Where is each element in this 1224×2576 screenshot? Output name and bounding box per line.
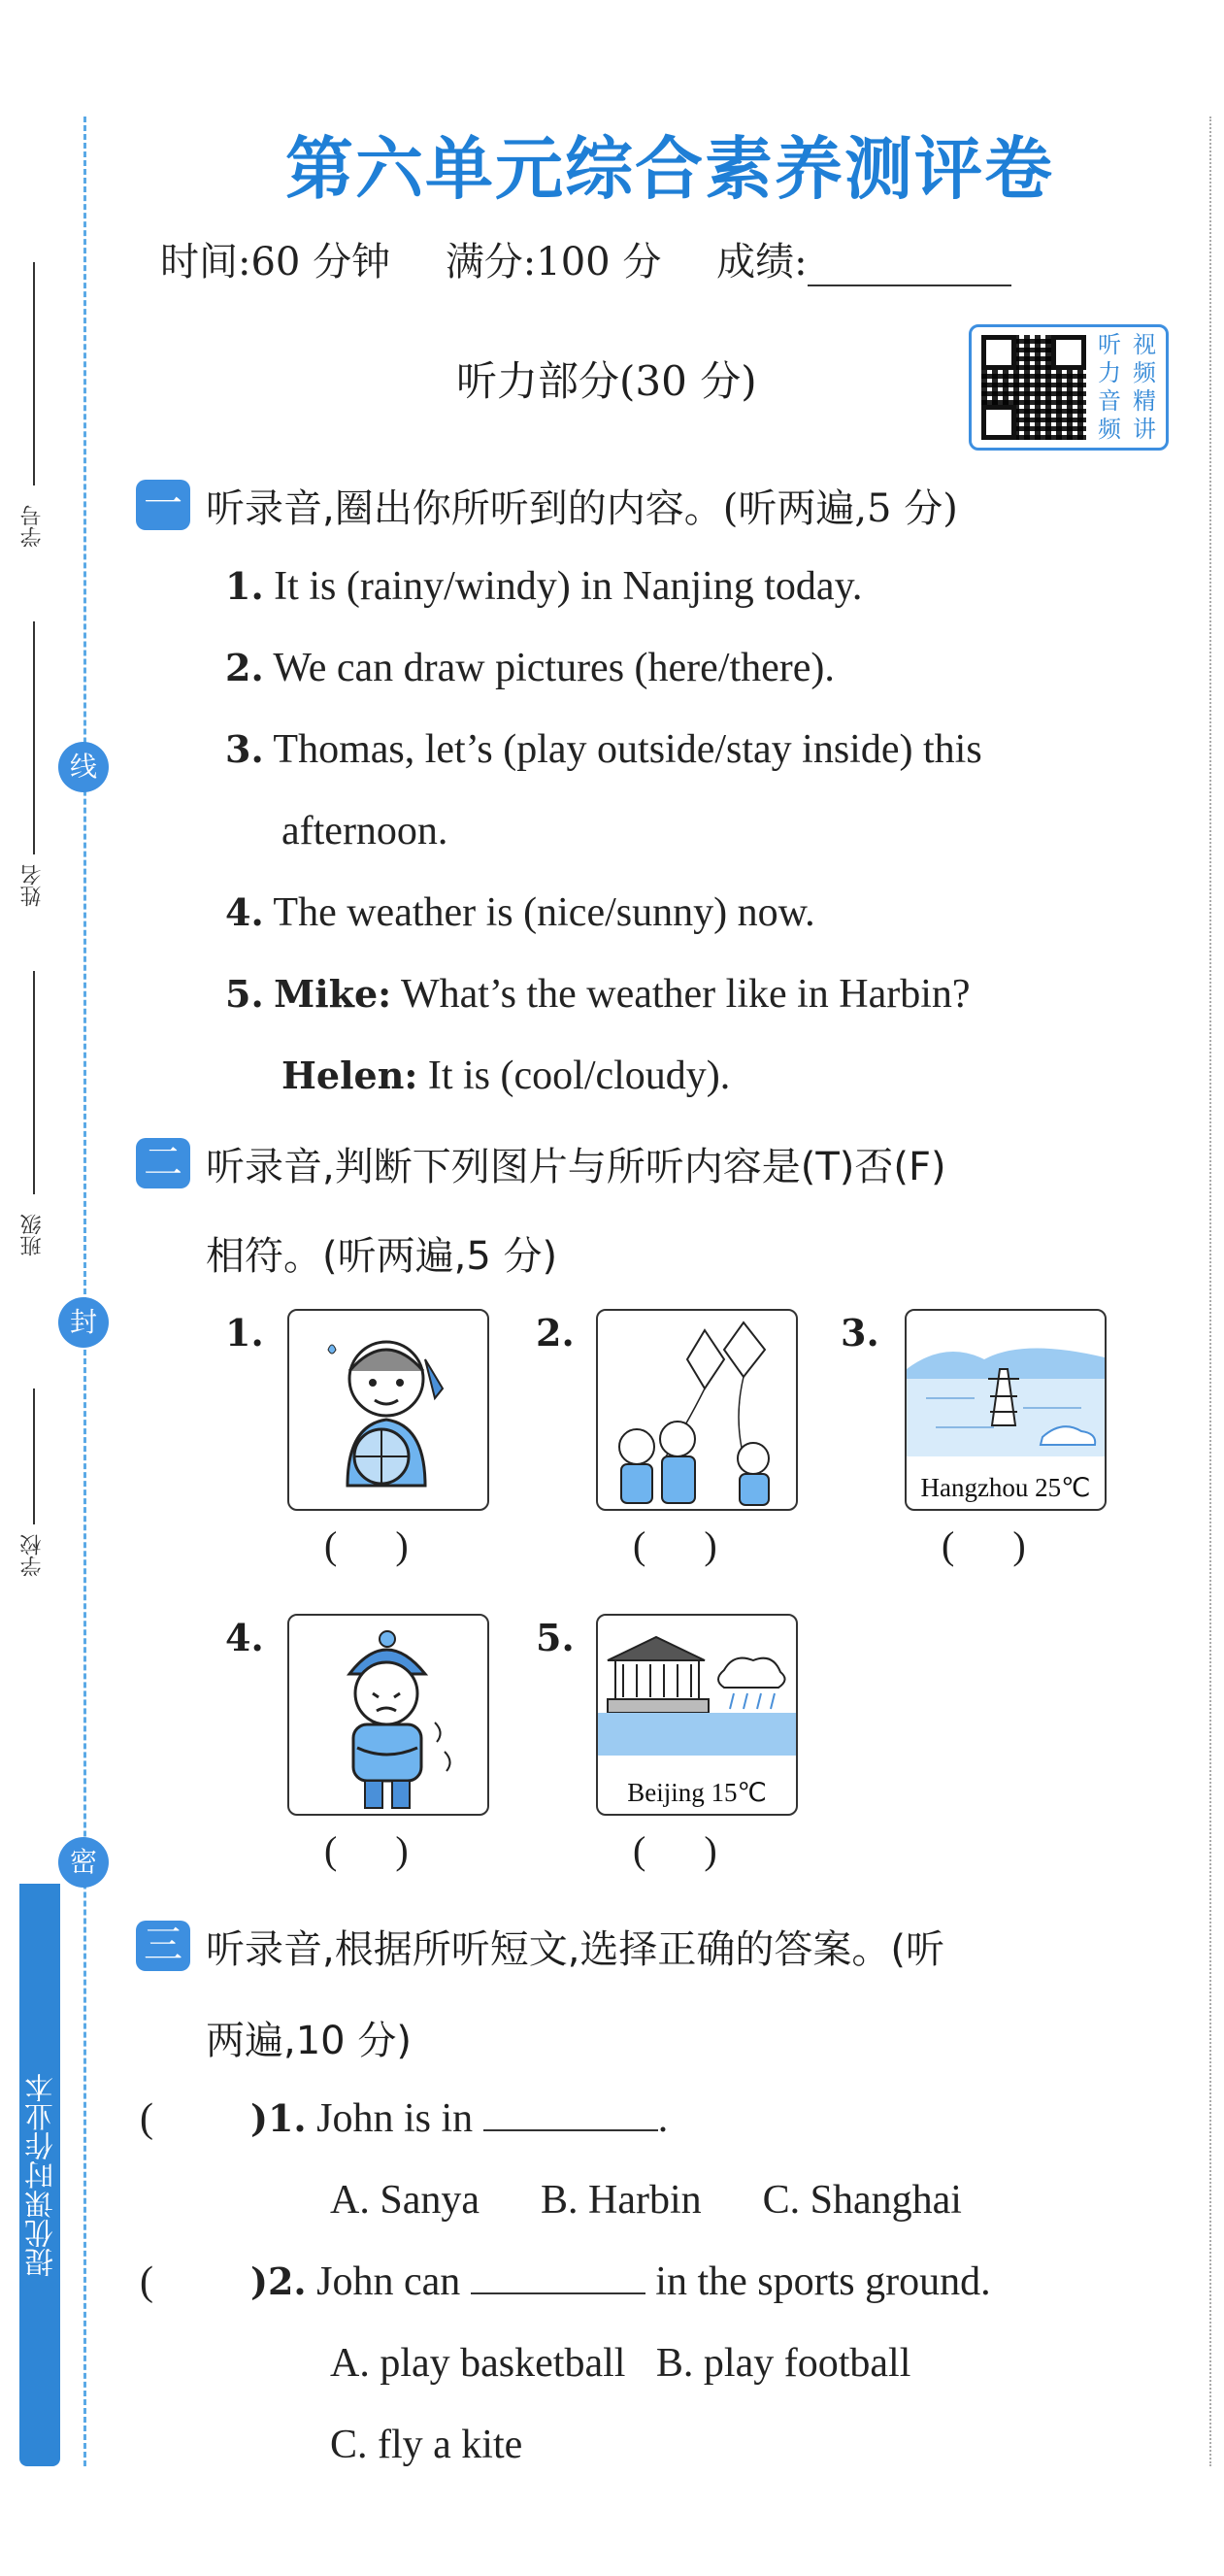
circle-word-secret: 密 xyxy=(58,1837,109,1888)
sweating-boy-basketball-icon xyxy=(287,1309,489,1511)
student-id-label: 学号 xyxy=(20,505,45,548)
class-line xyxy=(33,971,35,1194)
school-line xyxy=(33,1388,35,1524)
p3-question-1: )1. John is in . xyxy=(250,2096,669,2141)
p1-item-5: 5. Mike: What’s the weather like in Harbin? xyxy=(225,972,971,1017)
part3-instruction: 听录音,根据所听短文,选择正确的答案。(听 xyxy=(206,1927,945,1972)
hangzhou-lake-pagoda-icon xyxy=(905,1309,1107,1511)
qr-code-box[interactable] xyxy=(969,324,1169,451)
pic-num-2: 2. xyxy=(536,1311,575,1355)
part1-badge: 一 xyxy=(136,480,190,530)
name-line xyxy=(33,621,35,854)
pic-num-4: 4. xyxy=(225,1616,264,1659)
answer-paren-1[interactable]: ( ) xyxy=(324,1523,409,1567)
q2-blank[interactable] xyxy=(471,2259,645,2294)
p3-question-2: )2. John can in the sports ground. xyxy=(250,2259,991,2304)
p1-item-3: 3. Thomas, let’s (play outside/stay inside) this xyxy=(225,727,982,772)
q1-open-paren[interactable]: ( xyxy=(140,2096,153,2141)
answer-paren-5[interactable]: ( ) xyxy=(633,1828,717,1872)
part3-badge: 三 xyxy=(136,1921,190,1971)
q1-options[interactable]: A. Sanya B. Harbin C. Shanghai xyxy=(330,2178,962,2223)
student-id-line xyxy=(33,262,35,485)
answer-paren-2[interactable]: ( ) xyxy=(633,1523,717,1567)
circle-word-line: 线 xyxy=(58,742,109,792)
listening-section-title xyxy=(456,350,757,408)
class-label: 班级 xyxy=(20,1214,45,1256)
part2-instruction-cont: 相符。(听两遍,5 分) xyxy=(206,1234,558,1279)
p1-item-5-reply: Helen: It is (cool/cloudy). xyxy=(281,1054,731,1098)
pic-num-1: 1. xyxy=(225,1311,264,1355)
beijing-building-rain-icon xyxy=(596,1614,798,1816)
name-label: 姓名 xyxy=(20,864,45,907)
q2-open-paren[interactable]: ( xyxy=(140,2259,153,2304)
hangzhou-caption: Hangzhou 25℃ xyxy=(920,1473,1091,1502)
cut-line xyxy=(83,117,86,2466)
listening-title: 听力部分 xyxy=(456,357,620,405)
answer-paren-3[interactable]: ( ) xyxy=(942,1523,1026,1567)
p1-item-4: 4. The weather is (nice/sunny) now. xyxy=(225,890,815,935)
time-info: 时间:60 分钟 xyxy=(160,240,391,284)
answer-paren-4[interactable]: ( ) xyxy=(324,1828,409,1872)
children-flying-kites-icon xyxy=(596,1309,798,1511)
school-label: 学校 xyxy=(20,1534,45,1577)
qr-code-icon[interactable] xyxy=(981,335,1086,440)
part3-instruction-cont: 两遍,10 分) xyxy=(206,2019,412,2063)
part2-badge: 二 xyxy=(136,1138,190,1188)
circle-word-seal: 封 xyxy=(58,1297,109,1348)
listening-points: (30 分) xyxy=(619,357,757,405)
page-title: 第六单元综合素养测评卷 xyxy=(285,129,1054,209)
exam-info xyxy=(160,231,1054,286)
q2-options-line2[interactable]: C. fly a kite xyxy=(330,2423,523,2467)
score-blank[interactable] xyxy=(808,250,1011,286)
beijing-caption: Beijing 15℃ xyxy=(627,1778,767,1807)
part1-instruction: 听录音,圈出你所听到的内容。(听两遍,5 分) xyxy=(206,486,958,531)
q1-blank[interactable] xyxy=(483,2096,658,2131)
p1-item-2: 2. We can draw pictures (here/there). xyxy=(225,646,835,690)
pic-num-3: 3. xyxy=(841,1311,879,1355)
full-score-info: 满分:100 分 xyxy=(445,240,662,284)
p1-item-1: 1. It is (rainy/windy) in Nanjing today. xyxy=(225,564,863,609)
part2-instruction: 听录音,判断下列图片与所听内容是(T)否(F) xyxy=(206,1145,946,1189)
qr-labels: 听 视 力 频 音 精 频 讲 xyxy=(1098,331,1156,443)
q2-options-line1[interactable]: A. play basketball B. play football xyxy=(330,2341,911,2386)
pic-num-5: 5. xyxy=(536,1616,575,1659)
p1-item-3-cont: afternoon. xyxy=(281,809,448,853)
right-margin-line xyxy=(1209,117,1211,2466)
score-label: 成绩: xyxy=(716,240,808,284)
brand-text: 提优课时作业本 xyxy=(25,2073,59,2277)
cold-boy-winter-hat-icon xyxy=(287,1614,489,1816)
